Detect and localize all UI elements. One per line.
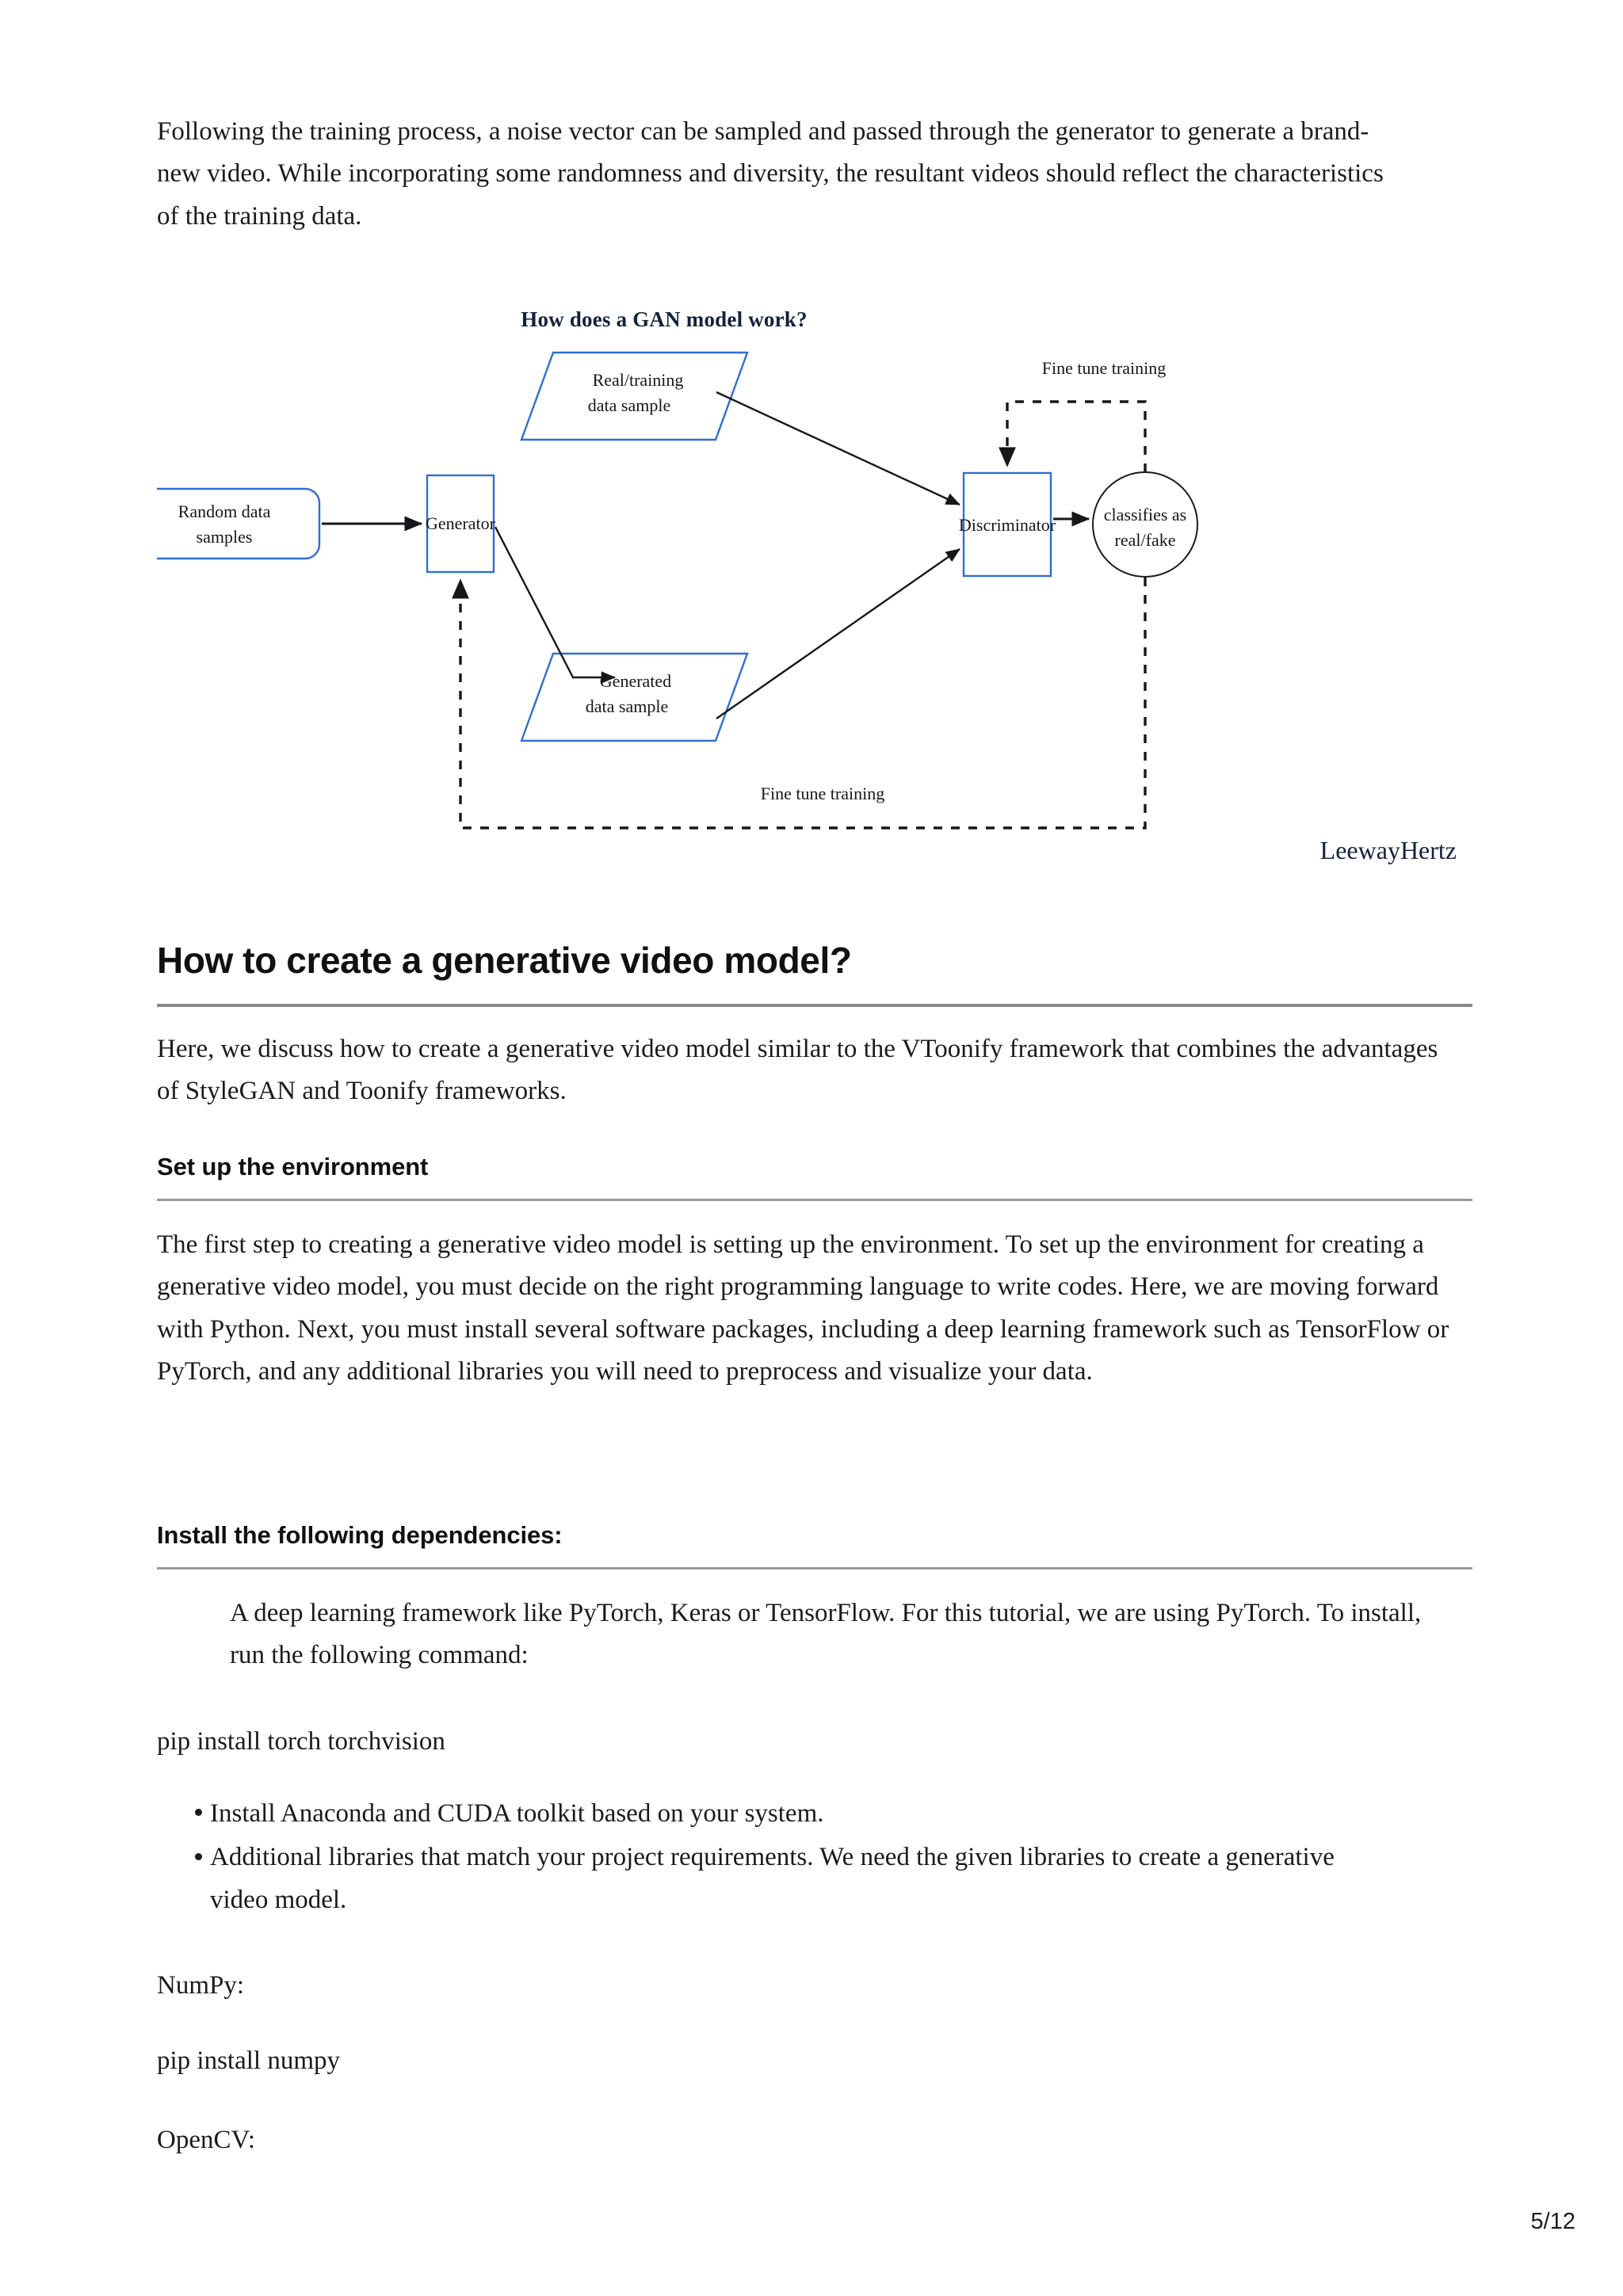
node-generated-line2: data sample <box>585 696 669 716</box>
list-item-text: Additional libraries that match your project requirements. We need the given libraries to create a generative video model. <box>210 1843 1335 1914</box>
node-generated-line1: Generated <box>599 671 672 691</box>
diagram-title: How does a GAN model work? <box>521 307 808 331</box>
label-opencv: OpenCV: <box>157 2126 256 2154</box>
node-classifies-line2: real/fake <box>1114 530 1176 550</box>
gan-diagram-svg <box>157 337 1472 860</box>
heading-rule <box>157 1004 1472 1007</box>
diagram-attribution: LeewayHertz <box>1319 836 1457 864</box>
node-real-training-line2: data sample <box>587 395 671 415</box>
node-real-training-line1: Real/training <box>592 370 684 390</box>
list-item <box>157 1836 1425 1921</box>
list-item-text: Install Anaconda and CUDA toolkit based on your system. <box>210 1799 824 1828</box>
section-set-up-environment <box>157 1153 1472 1201</box>
heading-set-up-environment: Set up the environment <box>157 1153 429 1180</box>
intro-paragraph: Following the training process, a noise vector can be sampled and passed through the generator to generate a brand-new video. While incorporating some randomness and diversity, the resultant videos should reflect the characteristics of the training data. <box>157 117 1384 231</box>
node-random-data-line2: samples <box>196 527 253 547</box>
node-generator-label: Generator <box>426 513 495 533</box>
code-pip-install-torch: pip install torch torchvision <box>157 1727 445 1756</box>
gan-diagram <box>157 293 1472 879</box>
edge-real-to-discriminator <box>716 392 960 505</box>
blockquote-framework: A deep learning framework like PyTorch, Keras or TensorFlow. For this tutorial, we are using PyTorch. To install, run the following command: <box>230 1599 1422 1670</box>
subheading-rule <box>157 1567 1472 1569</box>
page-number: 5/12 <box>1530 2209 1575 2234</box>
edge-fine-tune-top <box>1007 402 1145 472</box>
edge-label-fine-tune-top: Fine tune training <box>1041 358 1167 378</box>
node-random-data-line1: Random data <box>178 502 271 521</box>
edge-label-fine-tune-bottom: Fine tune training <box>760 784 885 803</box>
subheading-rule <box>157 1199 1472 1201</box>
node-classifies-line1: classifies as <box>1103 505 1187 524</box>
code-pip-install-numpy: pip install numpy <box>157 2046 340 2075</box>
list-item <box>157 1793 1425 1835</box>
section-install-dependencies <box>157 1521 1472 1569</box>
node-random-data-samples <box>157 489 319 559</box>
paragraph-vtoonify: Here, we discuss how to create a generative video model similar to the VToonify framework that combines the advantages of StyleGAN and Toonify frameworks. <box>157 1035 1438 1106</box>
node-classifies-circle <box>1093 472 1197 577</box>
section-how-to-create <box>157 939 1472 1007</box>
bullet-dot-icon <box>195 1853 202 1860</box>
paragraph-first-step: The first step to creating a generative video model is setting up the environment. To set up the environment for creating a generative video model, you must decide on the right programming language to write codes. Here, we are moving forward with Python. Next, you must install several software packages, including a deep learning framework such as TensorFlow or PyTorch, and any additional libraries you will need to preprocess and visualize your data. <box>157 1230 1449 1386</box>
heading-how-to-create: How to create a generative video model? <box>157 940 852 981</box>
heading-install-dependencies: Install the following dependencies: <box>157 1521 563 1549</box>
bullet-dot-icon <box>195 1809 202 1816</box>
label-numpy: NumPy: <box>157 1971 245 2000</box>
dependency-bullet-list <box>157 1793 1425 1923</box>
edge-generated-to-discriminator <box>716 549 960 719</box>
node-discriminator-label: Discriminator <box>958 515 1056 535</box>
